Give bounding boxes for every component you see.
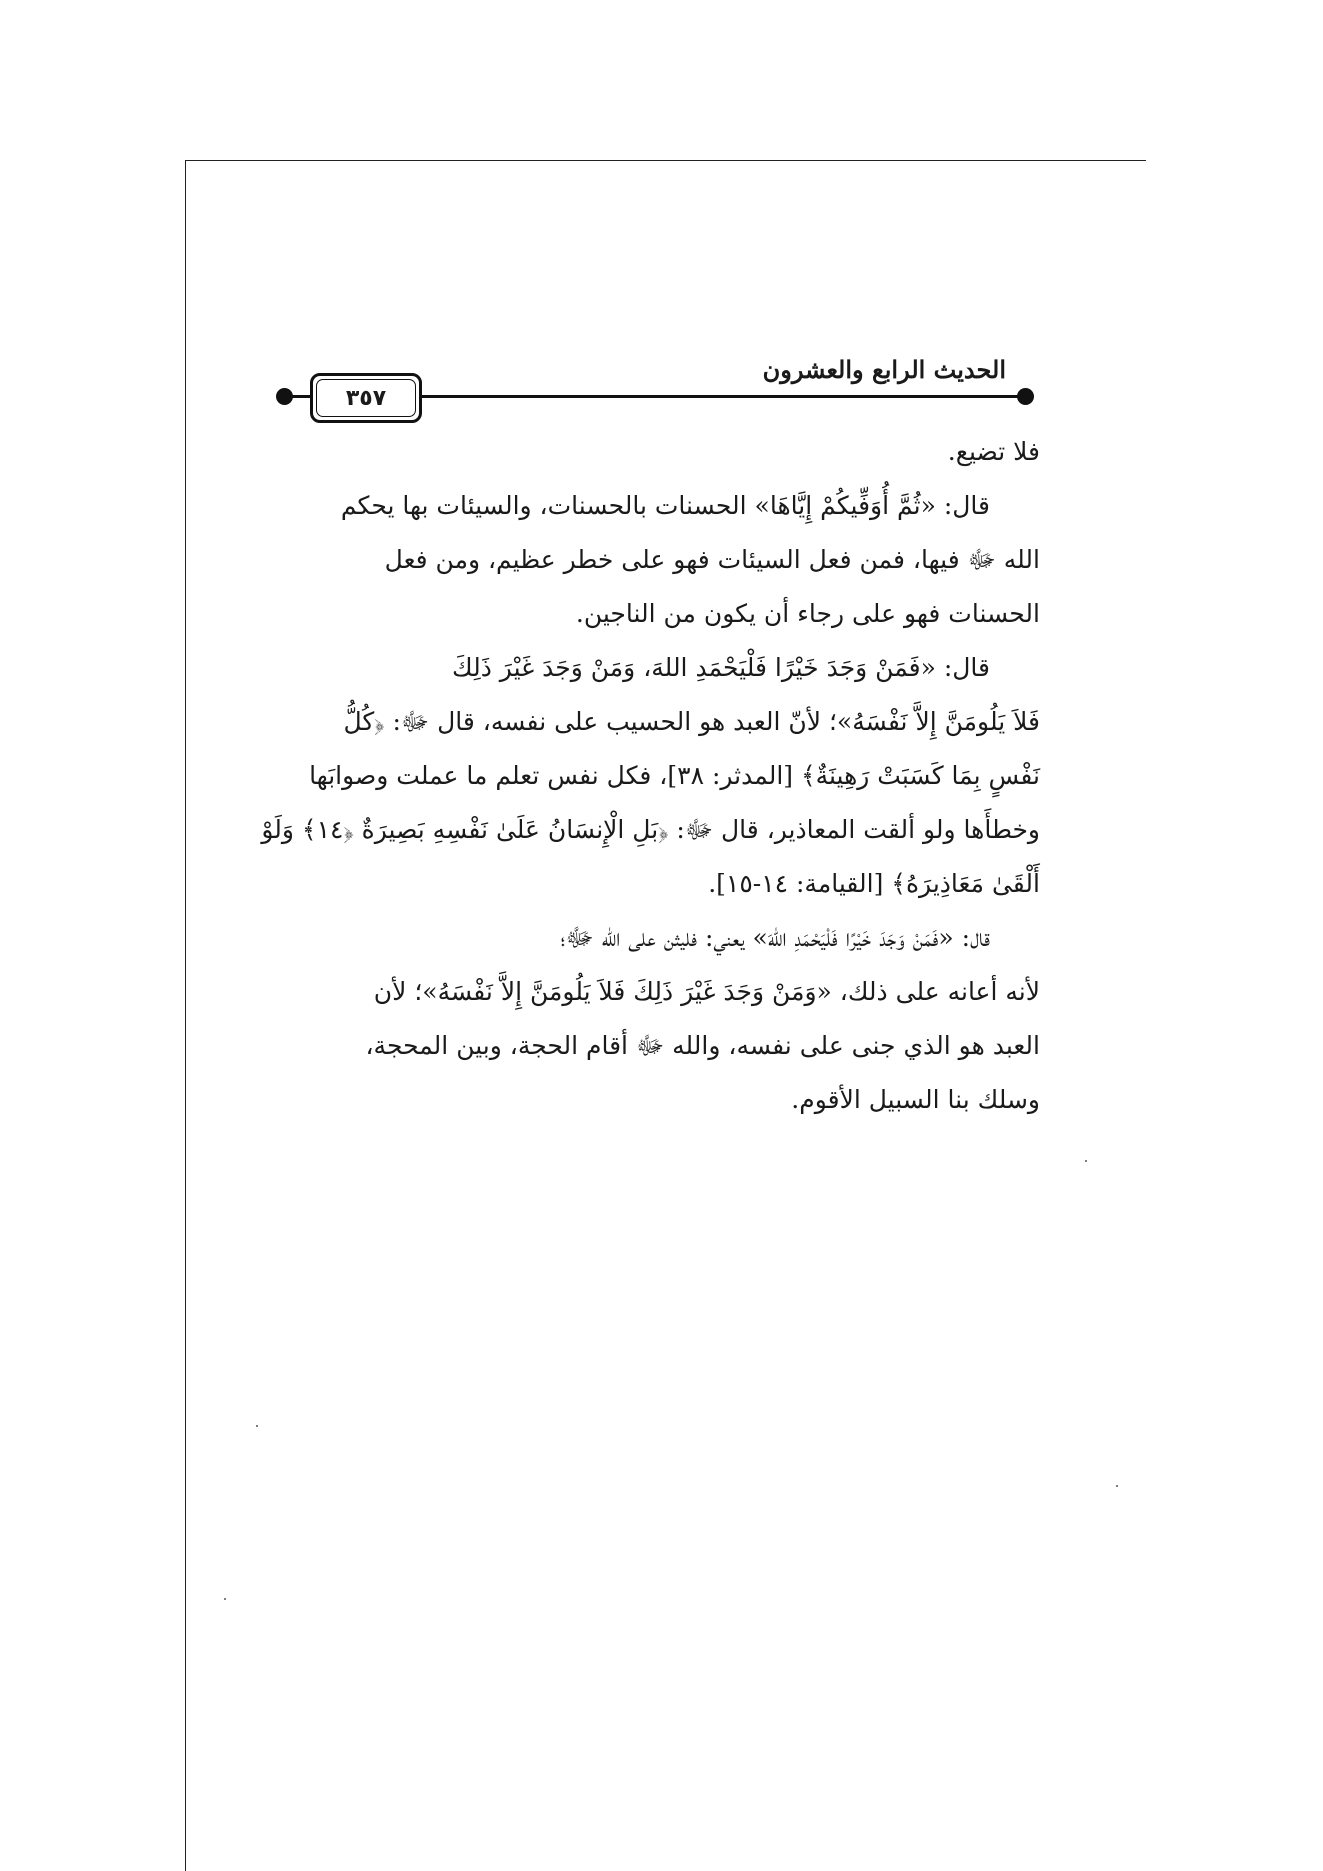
text-line: نَفْسٍ بِمَا كَسَبَتْ رَهِينَةٌ﴾ [المدثر: ٣٨]، فكل نفس تعلم ما عملت وصوابَها [309,761,1040,790]
text-line: الله ﷻ فيها، فمن فعل السيئات فهو على خطر عظيم، ومن فعل [384,545,1040,574]
text-line: لأنه أعانه على ذلك، «وَمَنْ وَجَدَ غَيْرَ ذَلِكَ فَلاَ يَلُومَنَّ إِلاَّ نَفْسَهُ»؛ لأن [373,977,1040,1006]
text-line: فَلاَ يَلُومَنَّ إِلاَّ نَفْسَهُ»؛ لأنّ العبد هو الحسيب على نفسه، قال ﷻ: ﴿كُلُّ [343,707,1040,736]
page-header [270,355,1040,425]
speck [1085,1160,1087,1162]
page-number-frame [310,373,422,423]
text-line: قال: «فَمَنْ وَجَدَ خَيْرًا فَلْيَحْمَدِ اللهَ، وَمَنْ وَجَدَ غَيْرَ ذَلِكَ [452,653,990,682]
page-frame-left-rule [185,160,186,1871]
running-title: الحديث الرابع والعشرون [759,355,1010,384]
text-line: قال: «ثُمَّ أُوَفِّيكُمْ إِيَّاهَا» الحسنات بالحسنات، والسيئات بها يحكم [340,491,990,520]
header-rule-end-right [1017,388,1034,405]
speck [1116,1485,1118,1487]
text-line: أَلْقَىٰ مَعَاذِيرَهُ﴾ [القيامة: ١٤-١٥]. [708,869,1040,898]
speck [224,1598,226,1600]
body-text [261,425,1040,1127]
text-line: الحسنات فهو على رجاء أن يكون من الناجين. [575,599,1040,628]
text-line: وسلك بنا السبيل الأقوم. [791,1085,1040,1114]
page-frame-top-rule [186,160,1146,161]
text-line: فلا تضيع. [947,437,1040,466]
text-line: وخطأَها ولو ألقت المعاذير، قال ﷻ: ﴿بَلِ الْإِنسَانُ عَلَىٰ نَفْسِهِ بَصِيرَةٌ ﴿١٤﴾ وَلَوْ [261,815,1040,844]
header-rule-end-left [276,388,293,405]
page-number: ٣٥٧ [345,385,387,411]
speck [256,1425,258,1427]
text-line: العبد هو الذي جنى على نفسه، والله ﷻ أقام الحجة، وبين المحجة، [365,1031,1040,1060]
text-line: قال: «فَمَنْ وَجَدَ خَيْرًا فَلْيَحْمَدِ اللهَ» يعني: فليثن على الله ﷻ؛ [560,923,990,952]
